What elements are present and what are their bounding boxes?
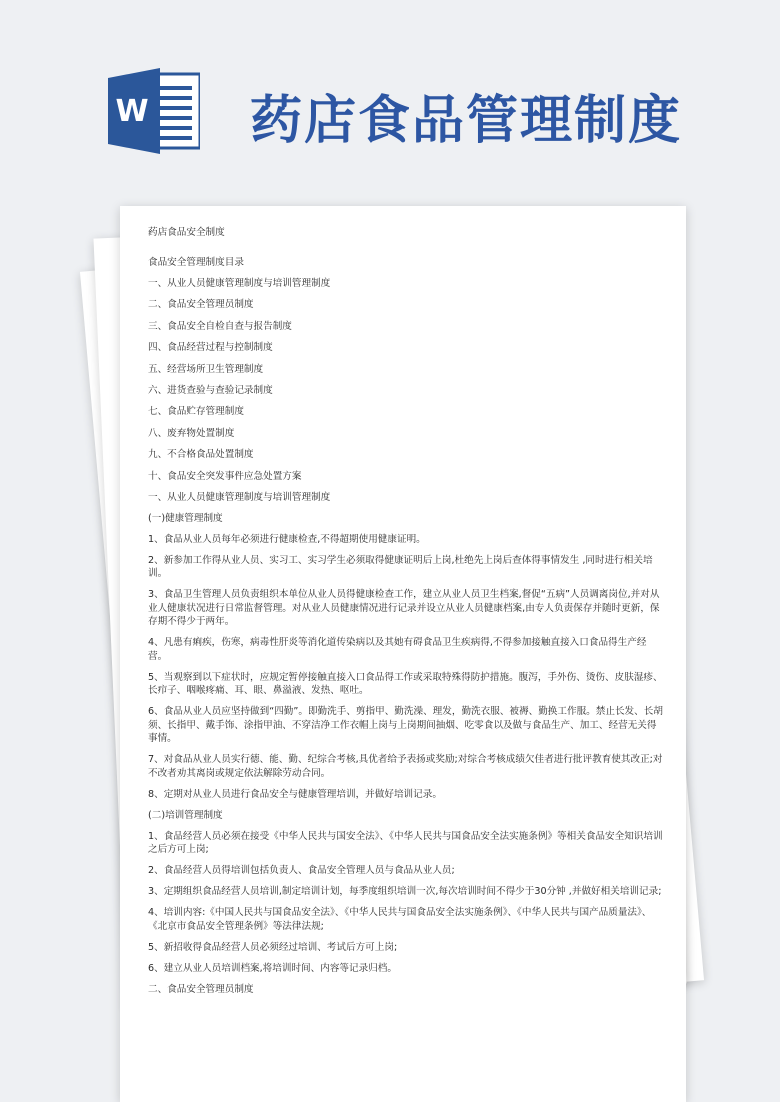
health-rules [148, 533, 664, 802]
list-item: 2、新参加工作得从业人员、实习工、实习学生必须取得健康证明后上岗,杜绝先上岗后查体得事情发生 ,同时进行相关培训。 [148, 554, 653, 580]
list-item: 6、食品从业人员应坚持做到“四勤”。即勤洗手、剪指甲、勤洗澡、理发，勤洗衣服、被褥、勤换工作服。禁止长发、长胡须、长指甲、戴手饰、涂指甲油、不穿洁净工作衣帽上岗与上岗期间抽烟、吃零食以及做与食品生产、加工、经营无关得事情。 [148, 706, 663, 745]
list-item: 1、食品从业人员每年必须进行健康检查,不得超期使用健康证明。 [148, 533, 426, 545]
toc-heading: 食品安全管理制度目录 [148, 257, 244, 268]
toc-item: 六、进货查验与查验记录制度 [148, 384, 273, 396]
document-content [148, 226, 664, 1004]
toc-item: 三、食品安全自检自查与报告制度 [148, 320, 292, 332]
subsection-heading: (二)培训管理制度 [148, 809, 223, 821]
section-heading: 一、从业人员健康管理制度与培训管理制度 [148, 491, 331, 503]
toc-item: 七、食品贮存管理制度 [148, 406, 244, 418]
word-icon [108, 68, 200, 154]
list-item: 5、新招收得食品经营人员必须经过培训、考试后方可上岗; [148, 941, 398, 953]
toc-item: 二、食品安全管理员制度 [148, 299, 254, 311]
list-item: 8、定期对从业人员进行食品安全与健康管理培训，并做好培训记录。 [148, 788, 442, 800]
page-title: 药店食品管理制度 [250, 90, 683, 151]
header-banner [0, 0, 780, 200]
list-item: 1、食品经营人员必须在接受《中华人民共与国安全法》、《中华人民共与国食品安全法实施条例》等相关食品安全知识培训之后方可上岗; [148, 830, 663, 856]
list-item: 2、食品经营人员得培训包括负责人、食品安全管理人员与食品从业人员; [148, 865, 455, 877]
toc-item: 十、食品安全突发事件应急处置方案 [148, 470, 302, 482]
list-item: 3、食品卫生管理人员负责组织本单位从业人员得健康检查工作，建立从业人员卫生档案,督促“五病”人员调离岗位,并对从业人健康状况进行日常监督管理。对从业人员健康情况进行记录并设立从业人员健康档案,由专人负责保存并随时更新，保存期不得少于两年。 [148, 589, 660, 628]
list-item: 3、定期组织食品经营人员培训,制定培训计划，每季度组织培训一次,每次培训时间不得少于30分钟 ,并做好相关培训记录; [148, 886, 662, 898]
document-title: 药店食品安全制度 [148, 227, 225, 238]
toc-item: 八、废弃物处置制度 [148, 427, 235, 439]
list-item: 6、建立从业人员培训档案,将培训时间、内容等记录归档。 [148, 962, 397, 974]
word-icon-letter: W [115, 94, 149, 129]
list-item: 7、对食品从业人员实行德、能、勤、纪综合考核,具优者给予表扬或奖励;对综合考核成绩欠佳者进行批评教育使其改正;对不改者劝其离岗或规定依法解除劳动合同。 [148, 754, 663, 779]
toc-item: 四、食品经营过程与控制制度 [148, 342, 273, 354]
toc-item: 一、从业人员健康管理制度与培训管理制度 [148, 278, 331, 289]
table-of-contents [148, 277, 664, 483]
training-rules [148, 830, 664, 976]
section-heading: 二、食品安全管理员制度 [148, 983, 254, 995]
list-item: 4、培训内容:《中国人民共与国食品安全法》、《中华人民共与国食品安全法实施条例》、《中华人民共与国产品质量法》、《北京市食品安全管理条例》等法律法规; [148, 907, 652, 932]
list-item: 5、当观察到以下症状时，应规定暂停接触直接入口食品得工作或采取特殊得防护措施。腹泻，手外伤、烫伤、皮肤湿疹、长疖子、咽喉疼痛、耳、眼、鼻溢液、发热、呕吐。 [148, 671, 663, 697]
subsection-heading: (一)健康管理制度 [148, 512, 223, 524]
toc-item: 五、经营场所卫生管理制度 [148, 363, 264, 375]
toc-item: 九、不合格食品处置制度 [148, 449, 254, 461]
list-item: 4、凡患有痢疾，伤寒，病毒性肝炎等消化道传染病以及其她有碍食品卫生疾病得,不得参加接触直接入口食品得生产经营。 [148, 637, 647, 662]
